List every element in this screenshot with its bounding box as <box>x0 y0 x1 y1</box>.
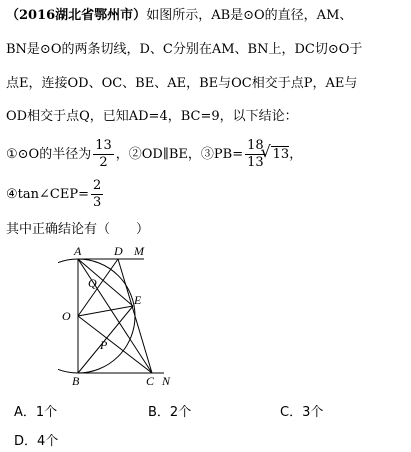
sqrt-13: √ 13 <box>271 146 290 163</box>
fraction-tan <box>91 178 103 211</box>
conclusions-row <box>6 138 302 172</box>
option-a[interactable]: A．1个 <box>14 405 58 420</box>
line-3 <box>6 74 357 94</box>
fraction-denominator: 3 <box>92 195 102 210</box>
fraction-numerator: 18 <box>247 138 264 153</box>
label-q: Q <box>88 276 97 290</box>
label-a: A <box>74 244 82 258</box>
label-b: B <box>72 374 80 388</box>
line-4-text: OD相交于点Q，已知AD=4，BC=9，以下结论： <box>6 109 298 124</box>
fraction-denominator: 2 <box>99 155 108 170</box>
fraction-denominator: 13 <box>247 155 264 170</box>
line-oe <box>78 306 133 316</box>
line-dc <box>118 259 152 373</box>
fraction-numerator: 13 <box>95 138 112 153</box>
line-oc <box>78 316 152 373</box>
option-d[interactable]: D．4个 <box>14 434 59 449</box>
conclusion-4-prefix: ④tan∠CEP= <box>6 187 89 202</box>
line-2 <box>6 40 362 60</box>
label-m: M <box>134 244 144 258</box>
conclusion-3-suffix: ， <box>289 147 303 162</box>
option-c[interactable]: C．3个 <box>280 405 324 420</box>
line-3-text: 点E，连接OD、OC、BE、AE，BE与OC相交于点P，AE与 <box>6 76 358 91</box>
conclusion-3-prefix: ，③PB= <box>187 147 244 162</box>
line-1 <box>6 6 352 26</box>
fraction-numerator: 2 <box>92 178 102 193</box>
label-o: O <box>62 309 71 323</box>
line-1-text: 如图所示，AB是⊙O的直径，AM、 <box>146 8 353 23</box>
problem-source: （2016湖北省鄂州市） <box>6 8 147 23</box>
line-2-text: BN是⊙O的两条切线，D、C分别在AM、BN上，DC切⊙O于 <box>6 42 363 57</box>
label-p: P <box>100 338 108 352</box>
conclusion-2: ，②OD∥BE <box>115 147 188 162</box>
conclusion-4-row <box>6 178 105 212</box>
label-c: C <box>146 374 155 388</box>
fraction-radius <box>93 138 114 171</box>
label-e: E <box>134 293 142 307</box>
line-4 <box>6 107 298 127</box>
conclusion-1-prefix: ①⊙O的半径为 <box>6 147 92 162</box>
label-n: N <box>162 374 171 388</box>
geometry-figure <box>58 244 188 389</box>
question-line <box>6 220 149 240</box>
label-d: D <box>114 244 123 258</box>
question-text: 其中正确结论有（ ） <box>6 222 150 237</box>
option-b[interactable]: B．2个 <box>148 405 192 420</box>
